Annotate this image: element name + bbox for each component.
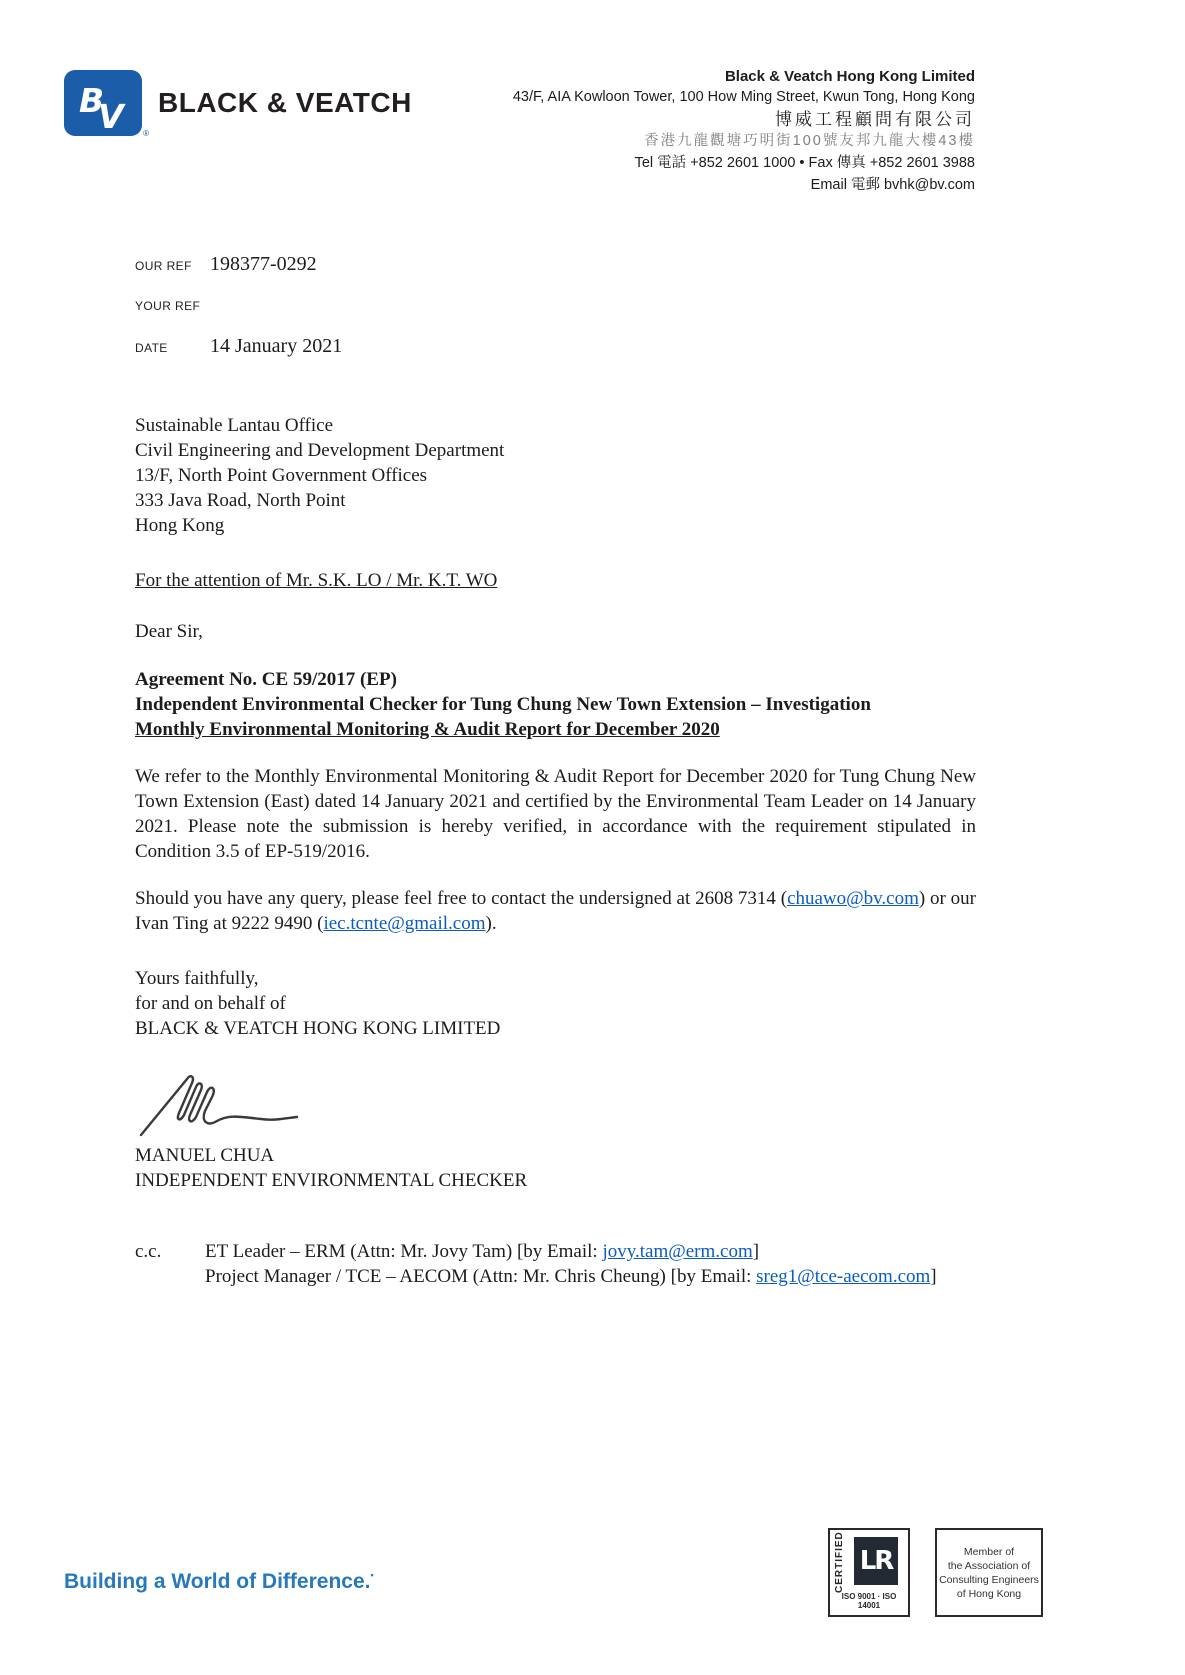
ace-membership-badge [935, 1528, 1043, 1617]
salutation: Dear Sir, [135, 621, 203, 642]
recipient-line: Sustainable Lantau Office [135, 415, 334, 436]
svg-text:B: B [79, 81, 105, 120]
date-row [135, 334, 976, 361]
subject-line-agreement: Agreement No. CE 59/2017 (EP) [135, 669, 397, 690]
email-line: Email 電郵 bvhk@bv.com [810, 177, 975, 193]
email-link-iec[interactable]: iec.tcnte@gmail.com [323, 913, 486, 934]
our-ref-value: 198377-0292 [210, 253, 317, 275]
paragraph-verification: We refer to the Monthly Environmental Monitoring & Audit Report for December 2020 for Tung Chung New Town Extension (East) dated 14 January 2021 and certified by the Environmental Team Leader on 14 January 2021. Please note the submission is hereby verified, in accordance with the requirement stipulated in Condition 3.5 of EP-519/2016. [135, 766, 976, 862]
company-tagline [64, 1570, 374, 1594]
subject-block [135, 667, 976, 742]
svg-text:V: V [98, 97, 124, 136]
lr-logo-icon: LR [854, 1537, 898, 1585]
closing-line: Yours faithfully, [135, 968, 259, 989]
our-ref-label: OUR REF [135, 259, 192, 273]
tagline-trademark-dot: • [370, 1570, 374, 1580]
company-name-en: Black & Veatch Hong Kong Limited [724, 68, 975, 85]
contact-text: ) or our Ivan Ting at 9222 9490 ( [135, 888, 977, 934]
signatory-title: INDEPENDENT ENVIRONMENTAL CHECKER [135, 1170, 528, 1191]
recipient-line: 333 Java Road, North Point [135, 490, 346, 511]
date-value: 14 January 2021 [210, 335, 343, 357]
closing-company: BLACK & VEATCH HONG KONG LIMITED [135, 1018, 501, 1039]
letterhead-address [415, 66, 975, 196]
company-logo [64, 70, 412, 136]
subject-line-project: Independent Environmental Checker for Tung Chung New Town Extension – Investigation [135, 694, 871, 715]
recipient-line: Hong Kong [135, 515, 225, 536]
company-name-zh: 博威工程顧問有限公司 [775, 110, 975, 129]
cc-text: ] [752, 1241, 760, 1262]
recipient-address [135, 413, 976, 538]
tagline-text: Building a World of Difference. [64, 1570, 371, 1593]
our-ref-row [135, 252, 976, 279]
closing-line: for and on behalf of [135, 993, 286, 1014]
tel-fax-line: Tel 電話 +852 2601 1000 • Fax 傳真 +852 2601 3988 [634, 155, 975, 171]
recipient-line: Civil Engineering and Development Department [135, 440, 505, 461]
your-ref-label: YOUR REF [135, 299, 201, 313]
registered-mark: ® [143, 129, 149, 138]
member-badge-line: Consulting Engineers [939, 1573, 1039, 1586]
recipient-line: 13/F, North Point Government Offices [135, 465, 428, 486]
signatory-name: MANUEL CHUA [135, 1145, 275, 1166]
lr-certification-badge [828, 1528, 910, 1617]
cc-text: Project Manager / TCE – AECOM (Attn: Mr. Chris Cheung) [by Email: [205, 1266, 757, 1287]
cc-label: c.c. [135, 1241, 162, 1262]
email-link-sreg1[interactable]: sreg1@tce-aecom.com [756, 1266, 931, 1287]
company-address-zh: 香港九龍觀塘巧明街100號友邦九龍大樓43樓 [644, 133, 975, 149]
email-link-chuawo[interactable]: chuawo@bv.com [787, 888, 919, 909]
cc-item-project-manager [205, 1264, 976, 1289]
cc-text: ET Leader – ERM (Attn: Mr. Jovy Tam) [by Email: [205, 1241, 603, 1262]
email-link-jovy[interactable]: jovy.tam@erm.com [602, 1241, 753, 1262]
member-badge-line: of Hong Kong [956, 1587, 1022, 1600]
your-ref-row [135, 294, 976, 319]
signatory-block [135, 1143, 976, 1193]
member-badge-line: the Association of [947, 1559, 1031, 1572]
cc-list [205, 1239, 976, 1289]
iso-standards-label: ISO 9001 · ISO 14001 [841, 1592, 897, 1610]
letter-body [135, 252, 976, 1289]
member-badge-line: Member of [963, 1545, 1015, 1558]
certified-label: CERTIFIED [834, 1531, 845, 1593]
paragraph-contact [135, 886, 976, 936]
cc-item-et-leader [205, 1239, 976, 1264]
bv-logo-icon [64, 70, 149, 138]
signature-image [135, 1069, 976, 1141]
contact-text: ). [485, 913, 497, 934]
attention-line: For the attention of Mr. S.K. LO / Mr. K.T. WO [135, 570, 498, 591]
date-label: DATE [135, 341, 168, 355]
cc-text: ] [930, 1266, 937, 1287]
contact-text: Should you have any query, please feel free to contact the undersigned at 2608 7314 ( [135, 888, 788, 909]
brand-name: BLACK & VEATCH [158, 87, 412, 118]
closing-block [135, 966, 976, 1041]
subject-line-report: Monthly Environmental Monitoring & Audit Report for December 2020 [135, 719, 720, 740]
company-address-en: 43/F, AIA Kowloon Tower, 100 How Ming Street, Kwun Tong, Hong Kong [512, 89, 975, 105]
cc-block [135, 1239, 976, 1289]
